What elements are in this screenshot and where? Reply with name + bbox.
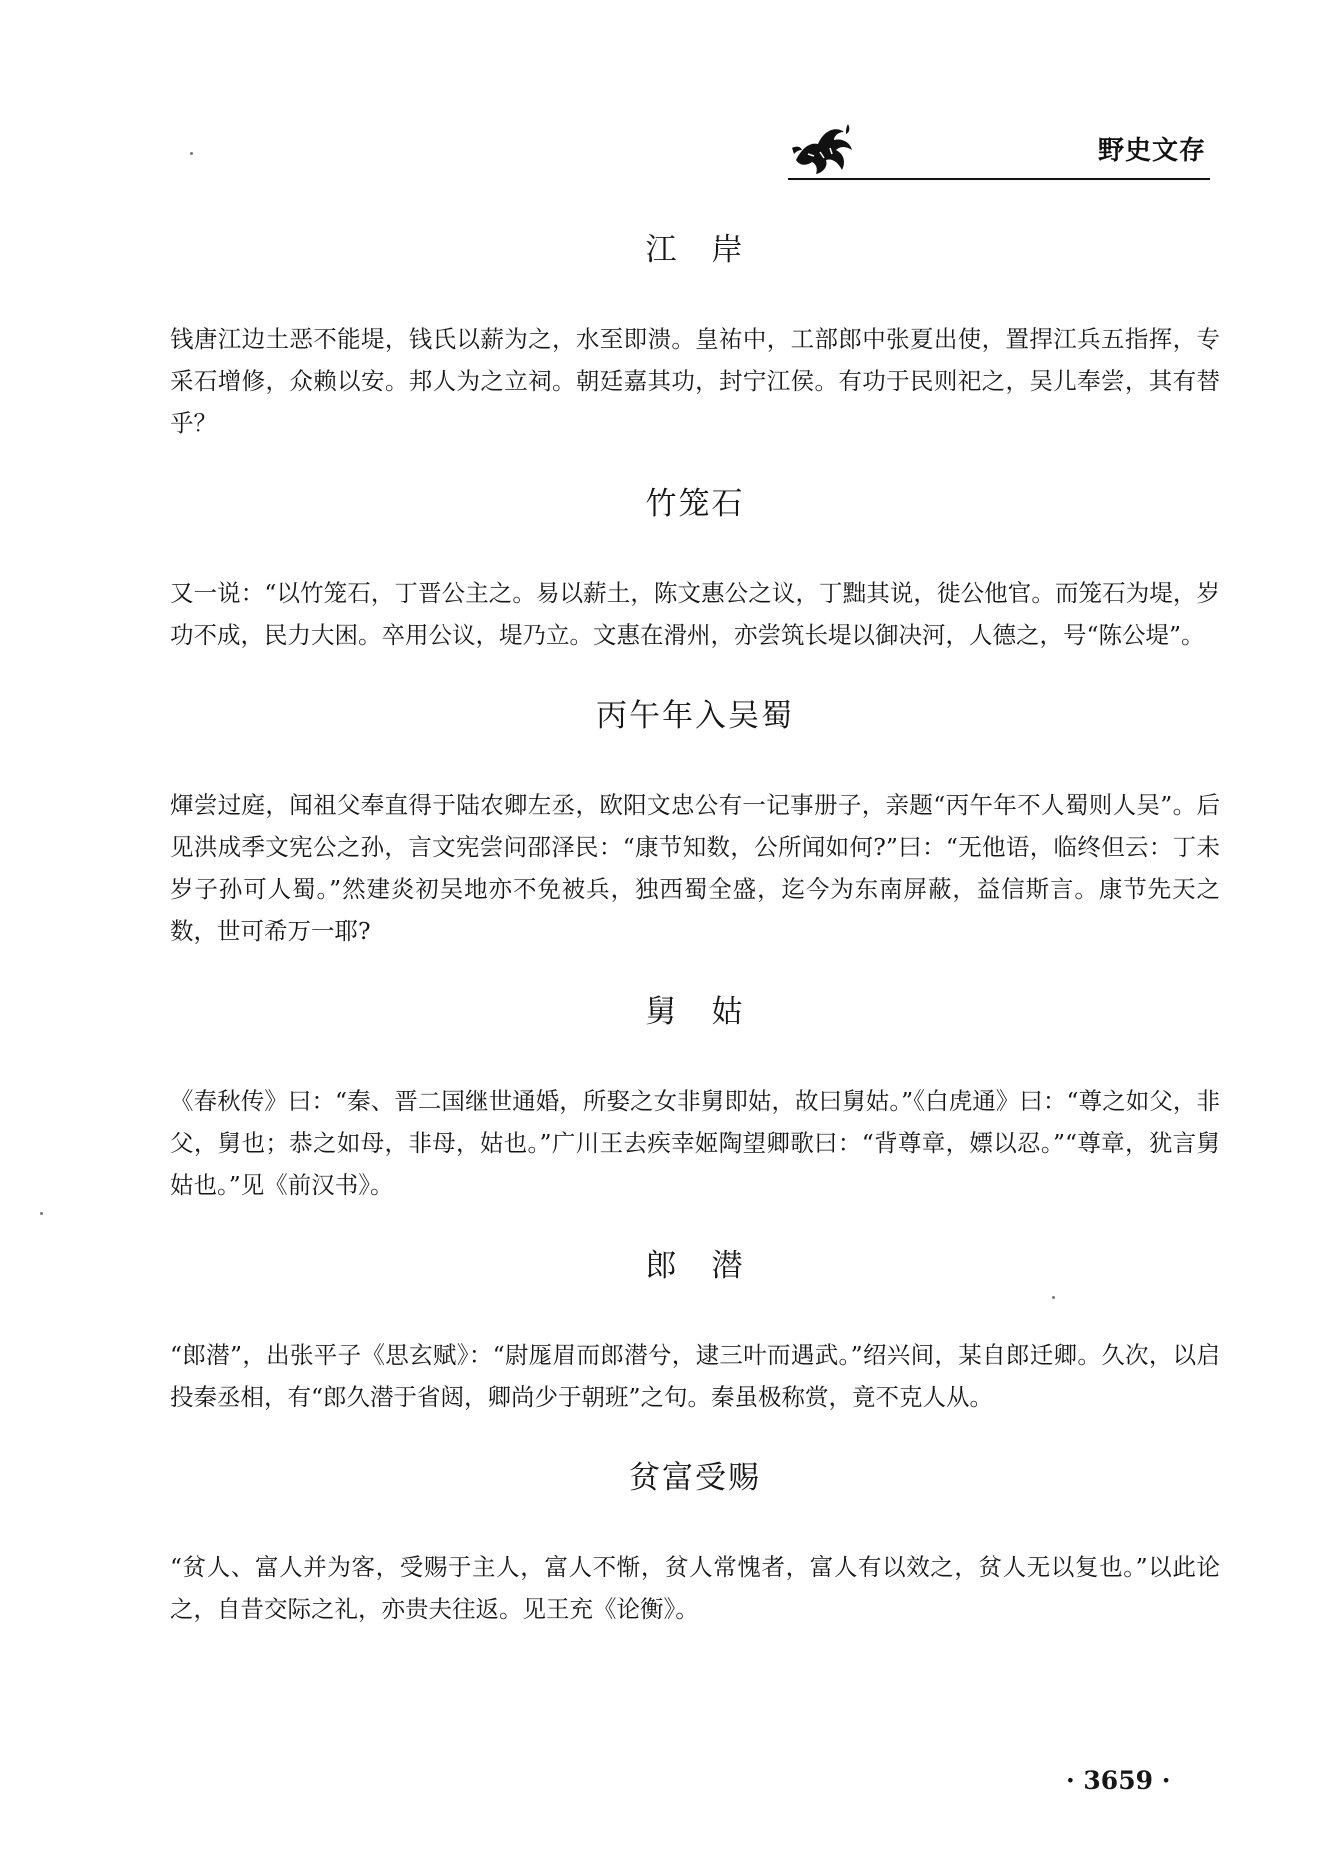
- page-content: [170, 228, 1220, 1668]
- section-jiu-gu: [170, 990, 1220, 1206]
- section-body: 煇尝过庭，闻祖父奉直得于陆农卿左丞，欧阳文忠公有一记事册子，亲题“丙午年不人蜀则人吴”。后见洪成季文宪公之孙，言文宪尝问邵泽民：“康节知数，公所闻如何?”曰：“无他语，临终但云：丁未岁子孙可人蜀。”然建炎初吴地亦不免被兵，独西蜀全盛，迄今为东南屏蔽，益信斯言。康节先天之数，世可希万一耶?: [170, 791, 1220, 945]
- section-title: 丙午年入吴蜀: [596, 698, 794, 734]
- section-pin-fu-shou-ci: [170, 1456, 1220, 1630]
- page-number: · 3659 ·: [1066, 1766, 1171, 1795]
- section-bing-wu-nian: [170, 694, 1220, 952]
- dragon-emblem-icon: [788, 118, 860, 178]
- section-lang-qian: [170, 1244, 1220, 1418]
- section-title: 竹笼石: [645, 486, 745, 522]
- scan-speck: [190, 152, 193, 155]
- section-body: 钱唐江边土恶不能堤，钱氏以薪为之，水至即溃。皇祐中，工部郎中张夏出使，置捍江兵五指挥，专采石增修，众赖以安。邦人为之立祠。朝廷嘉其功，封宁江侯。有功于民则祀之，吴儿奉尝，其有替乎？: [170, 325, 1220, 437]
- section-title: 贫富受赐: [629, 1460, 761, 1496]
- section-body: 《春秋传》曰：“秦、晋二国继世通婚，所娶之女非舅即姑，故曰舅姑。”《白虎通》曰：“尊之如父，非父，舅也；恭之如母，非母，姑也。”广川王去疾幸姬陶望卿歌曰：“背尊章，嫖以忍。”“尊章，犹言舅姑也。”见《前汉书》。: [170, 1087, 1220, 1199]
- scan-speck: [40, 1212, 43, 1215]
- scan-speck: [1052, 1296, 1055, 1299]
- header-title: 野史文存: [1097, 136, 1206, 166]
- section-title: 江 岸: [645, 232, 745, 268]
- section-title: 郎 潜: [645, 1248, 745, 1284]
- section-body: “贫人、富人并为客，受赐于主人，富人不惭，贫人常愧者，富人有以效之，贫人无以复也。”以此论之，自昔交际之礼，亦贵夫往返。见王充《论衡》。: [170, 1553, 1220, 1623]
- section-title: 舅 姑: [645, 994, 745, 1030]
- section-zhu-long-shi: [170, 482, 1220, 656]
- running-header: [788, 118, 1210, 184]
- section-body: “郎潜”，出张平子《思玄赋》：“尉厖眉而郎潜兮，逮三叶而遇武。”绍兴间，某自郎迁卿。久次，以启投秦丞相，有“郎久潜于省闼，卿尚少于朝班”之句。秦虽极称赏，竟不克人从。: [170, 1341, 1220, 1411]
- section-body: 又一说：“以竹笼石，丁晋公主之。易以薪土，陈文惠公之议，丁黜其说，徙公他官。而笼石为堤，岁功不成，民力大困。卒用公议，堤乃立。文惠在滑州，亦尝筑长堤以御决河，人德之，号“陈公堤”。: [170, 579, 1220, 649]
- section-jiang-an: [170, 228, 1220, 444]
- header-rule: [788, 178, 1210, 180]
